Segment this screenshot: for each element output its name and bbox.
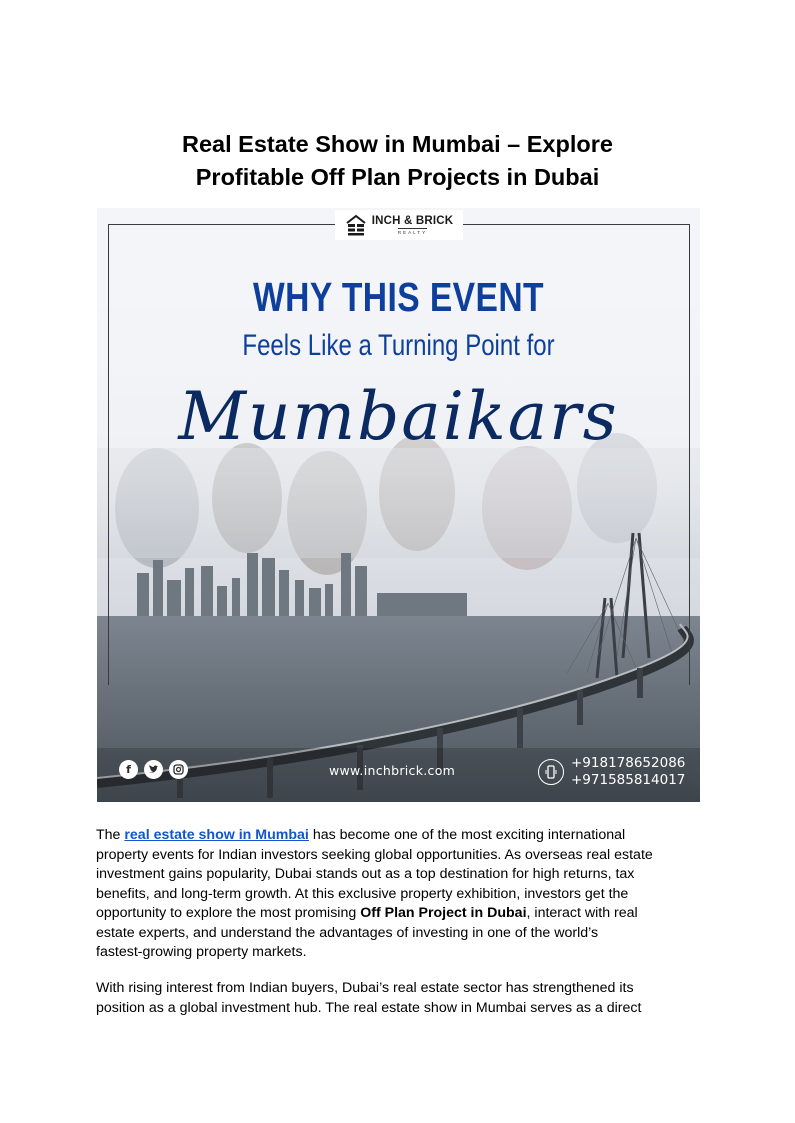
inch-brick-logo <box>335 210 463 240</box>
logo-subtitle: REALTY <box>397 230 428 235</box>
p1-l5-pre: opportunity to explore the most promising <box>96 905 361 921</box>
off-plan-project-bold: Off Plan Project in Dubai <box>360 905 527 921</box>
title-line-2: Profitable Off Plan Projects in Dubai <box>195 163 600 190</box>
p1-line-2: property events for Indian investors seeking global opportunities. As overseas real estate <box>96 846 653 863</box>
banner-subline: Feels Like a Turning Point for <box>242 329 555 362</box>
phone-icon <box>538 759 564 785</box>
real-estate-show-link[interactable]: real estate show in Mumbai <box>124 827 309 843</box>
banner-headline: WHY THIS EVENT <box>253 274 544 320</box>
title-line-1: Real Estate Show in Mumbai – Explore <box>182 130 613 157</box>
intro-paragraph <box>96 826 701 963</box>
phone-number-uae[interactable]: +971585814017 <box>571 772 686 788</box>
phone-number-india[interactable]: +918178652086 <box>571 755 686 771</box>
banner-script-text: Mumbaikars <box>178 378 619 455</box>
contact-block <box>538 755 685 789</box>
event-banner-image <box>97 208 700 802</box>
p1-l1-post: has become one of the most exciting international <box>308 827 626 843</box>
second-paragraph <box>96 979 701 1018</box>
social-icons <box>119 760 188 779</box>
facebook-icon[interactable]: f <box>119 760 138 779</box>
logo-name: INCH & BRICK <box>371 215 454 227</box>
p1-line-7: fastest-growing property markets. <box>96 944 307 960</box>
website-url[interactable]: www.inchbrick.com <box>329 763 456 778</box>
p1-line-3: investment gains popularity, Dubai stands out as a top destination for high returns, tax <box>96 866 635 882</box>
page-title <box>60 128 735 194</box>
p1-l5-post: , interact with real <box>526 905 638 921</box>
p1-line-4: benefits, and long-term growth. At this exclusive property exhibition, investors get the <box>96 885 629 902</box>
twitter-icon[interactable] <box>144 760 163 779</box>
instagram-icon[interactable] <box>169 760 188 779</box>
p1-l1-pre: The <box>96 827 125 843</box>
p2-line-1: With rising interest from Indian buyers, Dubai’s real estate sector has strengthened its <box>96 980 634 996</box>
building-logo-icon <box>345 214 367 236</box>
p2-line-2: position as a global investment hub. The real estate show in Mumbai serves as a direct <box>96 999 642 1016</box>
p1-line-6: estate experts, and understand the advantages of investing in one of the world’s <box>96 924 599 941</box>
